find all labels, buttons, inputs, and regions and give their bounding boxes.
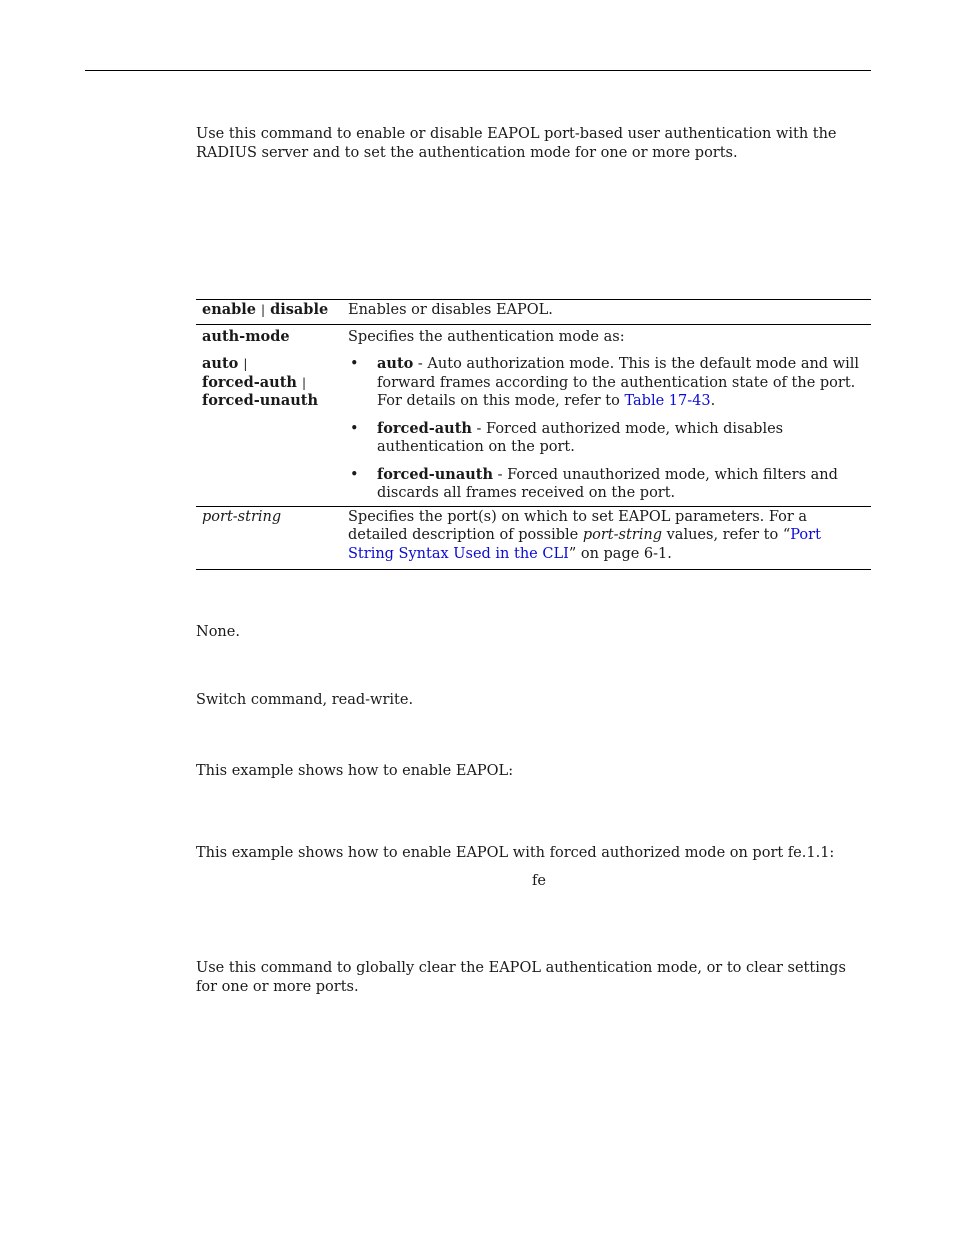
port-string-desc-mid: values, refer to “ — [662, 527, 791, 543]
table-row — [196, 506, 871, 570]
param-port-string: port-string — [202, 508, 282, 525]
param-separator: | — [261, 303, 266, 317]
header-rule — [85, 70, 871, 71]
example-2-snippet: fe — [532, 873, 546, 889]
command-description: Use this command to enable or disable EAPOL port-based user authentication with the RADIUS server and to set the authentication mode for one or more ports. — [196, 126, 837, 161]
mode-separator: | — [301, 375, 306, 390]
mode-auto: auto — [202, 355, 239, 372]
mode-text: Switch command, read-write. — [196, 692, 414, 708]
desc-cell: Enables or disables EAPOL. — [348, 300, 871, 325]
parameters-table — [196, 299, 871, 570]
mode-forced-auth: forced-auth — [202, 373, 297, 391]
example-1-text: This example shows how to enable EAPOL: — [196, 763, 514, 779]
param-cell — [196, 506, 348, 570]
param-cell — [196, 324, 348, 506]
param-enable: enable — [202, 301, 257, 318]
mode-forced-unauth: forced-unauth — [202, 392, 319, 409]
option-name: auto — [377, 355, 414, 372]
option-desc: - Forced authorized mode, which disables authentication on the port. — [377, 420, 784, 455]
port-string-desc: Specifies the port(s) on which to set EAPOL parameters. For a detailed description of possible — [348, 508, 808, 543]
desc-cell — [348, 506, 871, 570]
list-item — [348, 420, 871, 457]
table-17-43-link[interactable]: Table 17-43 — [624, 393, 711, 409]
bullet-icon: • — [350, 356, 359, 372]
option-desc-end: . — [710, 393, 716, 409]
port-string-desc-end: ” on page 6-1. — [568, 545, 672, 562]
table-row — [196, 324, 871, 506]
defaults-text: None. — [196, 624, 240, 640]
list-item — [348, 355, 871, 411]
clear-command-description: Use this command to globally clear the EAPOL authentication mode, or to clear settings for one or more ports. — [196, 960, 846, 995]
option-name: forced-auth — [377, 419, 472, 437]
param-auth-mode: auth-mode — [202, 327, 290, 345]
port-string-italic: port-string — [582, 527, 662, 543]
option-desc: - Auto authorization mode. This is the default mode and will forward frames according to the authentication state of the port. For details on this mode, refer to — [377, 356, 860, 409]
param-cell — [196, 300, 348, 325]
desc-cell — [348, 324, 871, 506]
bullet-icon: • — [350, 420, 359, 437]
port-string-syntax-link[interactable]: Port String Syntax Used in the CLI — [348, 527, 821, 562]
param-disable: disable — [270, 301, 329, 318]
auth-mode-options — [348, 355, 871, 503]
example-2-text: This example shows how to enable EAPOL with forced authorized mode on port fe.1.1: — [196, 845, 835, 861]
auth-mode-description: Specifies the authentication mode as: — [348, 328, 625, 345]
option-desc: - Forced unauthorized mode, which filters and discards all frames received on the port. — [377, 466, 838, 501]
mode-separator: | — [243, 357, 248, 371]
table-row — [196, 300, 871, 325]
option-name: forced-unauth — [377, 465, 494, 483]
list-item — [348, 466, 871, 503]
bullet-icon: • — [350, 466, 359, 483]
